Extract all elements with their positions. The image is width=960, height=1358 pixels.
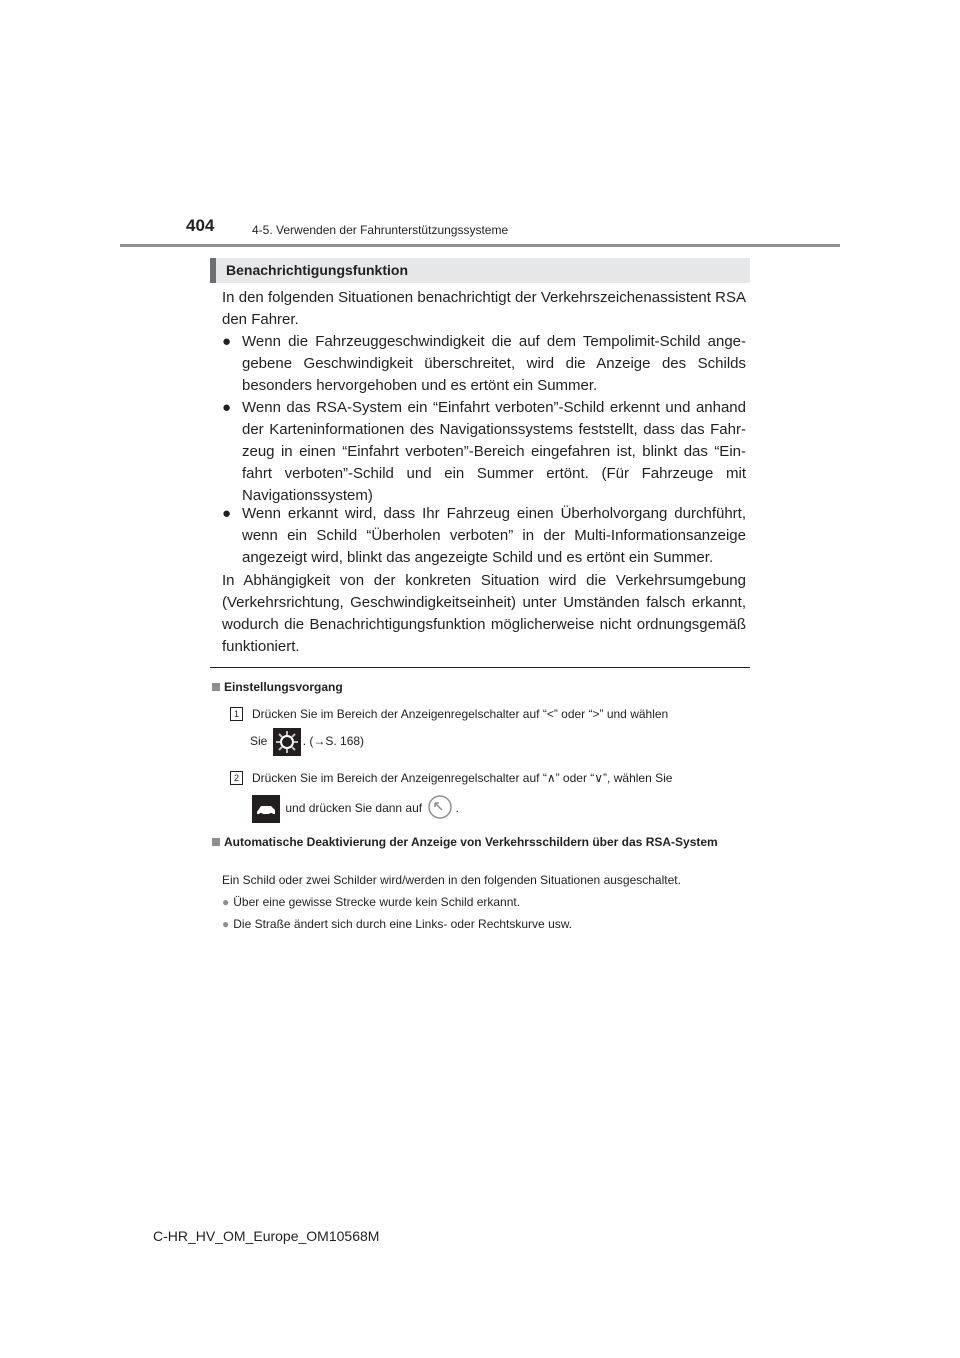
bullet-dot-icon: ● (222, 917, 230, 931)
step1-line1: Drücken Sie im Bereich der Anzeigenregelschalter auf “<” oder “>” und wählen (252, 707, 669, 721)
bullet-item (222, 331, 746, 397)
bullet-dot-icon: ● (222, 505, 232, 522)
section-heading-bar (210, 258, 750, 283)
step2-line2: und drücken Sie dann auf . (250, 794, 766, 824)
bullet-text: Wenn erkannt wird, dass Ihr Fahrzeug einen Überholvorgang durchführt, wenn ein Schild “Überholen verboten” in der Multi-Informationsanzeige angezeigt wird, blinkt das angezeigte Schild und es ertönt ein Summer. (242, 505, 746, 566)
bullet-dot-icon: ● (222, 333, 232, 350)
header-rule (120, 244, 840, 247)
intro-paragraph: In den folgenden Situationen benachrichtigt der Verkehrszeichenassistent RSA den Fahrer. (222, 289, 746, 328)
step1-line2: Sie . (→S. 168) (250, 728, 766, 756)
separator-rule (210, 667, 750, 668)
bullet-text: Wenn das RSA-System ein “Einfahrt verboten”-Schild erkennt und anhand der Karteninformationen des Navigationssystems feststellt, dass das Fahrzeug in einen “Einfahrt verboten”-Bereich eingefahren ist, blinkt das “Einfahrt verboten”-Schild und ein Summer ertönt. (Für Fahrzeuge mit Navigationssystem) (242, 399, 746, 504)
bullet-dot-icon: ● (222, 399, 232, 416)
section-title: Benachrichtigungsfunktion (226, 262, 408, 278)
gear-icon (273, 728, 301, 756)
enter-button-icon (427, 794, 453, 824)
bullet-item (222, 503, 746, 569)
footer-code: C-HR_HV_OM_Europe_OM10568M (153, 1228, 380, 1244)
section-accent (210, 258, 216, 283)
step-number-1: 1 (230, 707, 243, 721)
step-number-2: 2 (230, 771, 243, 785)
auto-off-heading: Automatische Deaktivierung der Anzeige von Verkehrsschildern über das RSA-System (212, 834, 750, 850)
square-bullet-icon (212, 683, 220, 691)
bullet-text: Wenn die Fahrzeuggeschwindigkeit die auf dem Tempolimit-Schild angegebene Geschwindigkeit überschreitet, wird die Anzeige des Schilds besonders hervorgehoben und es ertönt ein Summer. (242, 333, 746, 394)
bullet-dot-icon: ● (222, 895, 230, 909)
square-bullet-icon (212, 838, 220, 846)
chapter-title: 4-5. Verwenden der Fahrunterstützungssysteme (252, 223, 509, 237)
auto-off-text: Ein Schild oder zwei Schilder wird/werden in den folgenden Situationen ausgeschaltet. (222, 873, 681, 887)
auto-off-bullet: ● Die Straße ändert sich durch eine Links- oder Rechtskurve usw. (222, 917, 573, 931)
step2-line1: Drücken Sie im Bereich der Anzeigenregelschalter auf “∧” oder “∨”, wählen Sie (252, 771, 673, 785)
car-rsa-icon (252, 795, 280, 823)
outro-paragraph: In Abhängigkeit von der konkreten Situation wird die Verkehrsumgebung (Verkehrsrichtung, Geschwindigkeitseinheit) unter Umständen falsch erkannt, wodurch die Benachrichtigungsfunktion möglicherweise nicht ordnungsgemäß funktioniert. (222, 572, 746, 655)
settings-heading: Einstellungsvorgang (212, 679, 750, 695)
page-number: 404 (186, 216, 215, 235)
bullet-item (222, 397, 746, 507)
auto-off-bullet: ● Über eine gewisse Strecke wurde kein Schild erkannt. (222, 895, 521, 909)
